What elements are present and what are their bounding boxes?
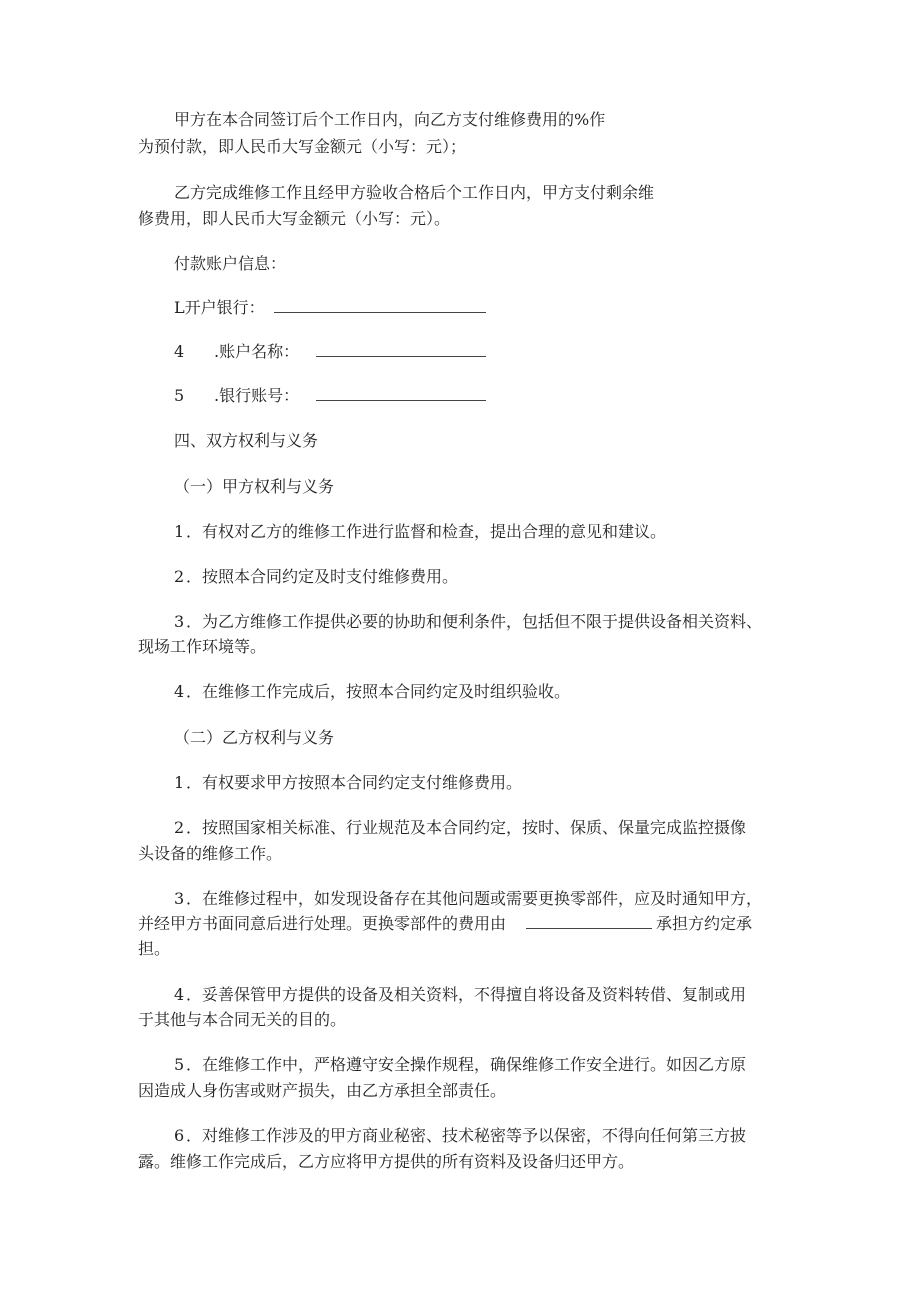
account-number-blank	[316, 386, 486, 406]
party-b-item-5-number: 5	[174, 1055, 185, 1074]
party-b-item-6-number: 6	[174, 1126, 185, 1145]
party-b-item-5-text-line-1: ．在维修工作中，严格遵守安全操作规程，确保维修工作安全进行。如因乙方原	[186, 1055, 747, 1074]
account-name-number: 4	[174, 342, 185, 361]
party-a-item-3-text-line-1: ．为乙方维修工作提供必要的协助和便利条件，包括但不限于提供设备相关资料、	[186, 612, 763, 631]
party-a-item-4-text: ．在维修工作完成后，按照本合同约定及时组织验收。	[186, 682, 571, 701]
party-b-item-4-text-line-2: 于其他与本合同无关的目的。	[138, 1010, 347, 1029]
party-b-heading: （二）乙方权利与义务	[174, 728, 335, 747]
party-b-item-5-text-line-2: 因造成人身伤害或财产损失，由乙方承担全部责任。	[138, 1081, 507, 1100]
party-b-item-3-text-line-2: 并经甲方书面同意后进行处理。更换零部件的费用由	[138, 914, 507, 933]
party-b-item-3-number: 3	[174, 889, 185, 908]
paragraph-prepayment-line-1: 甲方在本合同签订后个工作日内，向乙方支付维修费用的%作	[174, 110, 606, 129]
account-number-number: 5	[174, 386, 185, 405]
paragraph-balance-line-2: 修费用，即人民币大写金额元（小写：元）。	[138, 209, 451, 228]
paragraph-prepayment-line-2: 为预付款，即人民币大写金额元（小写：元）；	[138, 137, 467, 156]
party-b-item-1-text: ．有权要求甲方按照本合同约定支付维修费用。	[186, 773, 523, 792]
party-b-item-6-text-line-2: 露。维修工作完成后，乙方应将甲方提供的所有资料及设备归还甲方。	[138, 1152, 635, 1171]
party-b-item-3-text-line-1: ．在维修过程中，如发现设备存在其他问题或需要更换零部件，应及时通知甲方，	[186, 889, 763, 908]
account-name-blank	[316, 342, 486, 362]
party-b-item-3-cost-bearer-blank	[526, 914, 652, 934]
bank-name-field-label: L开户银行：	[174, 298, 265, 317]
party-a-item-2-number: 2	[174, 567, 185, 586]
party-b-item-2-text-line-1: ．按照国家相关标准、行业规范及本合同约定，按时、保质、保量完成监控摄像	[186, 818, 747, 837]
party-b-item-2-text-line-2: 头设备的维修工作。	[138, 844, 283, 863]
party-b-item-2-number: 2	[174, 818, 185, 837]
party-a-item-2-text: ．按照本合同约定及时支付维修费用。	[186, 567, 459, 586]
party-b-item-6-text-line-1: ．对维修工作涉及的甲方商业秘密、技术秘密等予以保密，不得向任何第三方披	[186, 1126, 747, 1145]
party-a-heading: （一）甲方权利与义务	[174, 477, 335, 496]
account-number-field-label: .银行账号：	[214, 386, 300, 405]
party-a-item-1-text: ．有权对乙方的维修工作进行监督和检查，提出合理的意见和建议。	[186, 522, 667, 541]
section-four-heading: 四、双方权利与义务	[174, 431, 319, 450]
party-b-item-1-number: 1	[174, 773, 185, 792]
party-b-item-3-text-line-3: 担。	[138, 939, 171, 958]
party-b-item-4-text-line-1: ．妥善保管甲方提供的设备及相关资料，不得擅自将设备及资料转借、复制或用	[186, 985, 747, 1004]
party-a-item-4-number: 4	[174, 682, 185, 701]
party-b-item-4-number: 4	[174, 985, 185, 1004]
bank-name-blank	[274, 298, 486, 318]
payment-account-label: 付款账户信息：	[174, 254, 287, 273]
paragraph-balance-line-1: 乙方完成维修工作且经甲方验收合格后个工作日内，甲方支付剩余维	[174, 183, 655, 202]
party-a-item-3-text-line-2: 现场工作环境等。	[138, 637, 267, 656]
account-name-field-label: .账户名称：	[214, 342, 300, 361]
party-a-item-3-number: 3	[174, 612, 185, 631]
party-b-item-3-text-line-2-suffix: 承担方约定承	[656, 914, 753, 933]
party-a-item-1-number: 1	[174, 522, 185, 541]
